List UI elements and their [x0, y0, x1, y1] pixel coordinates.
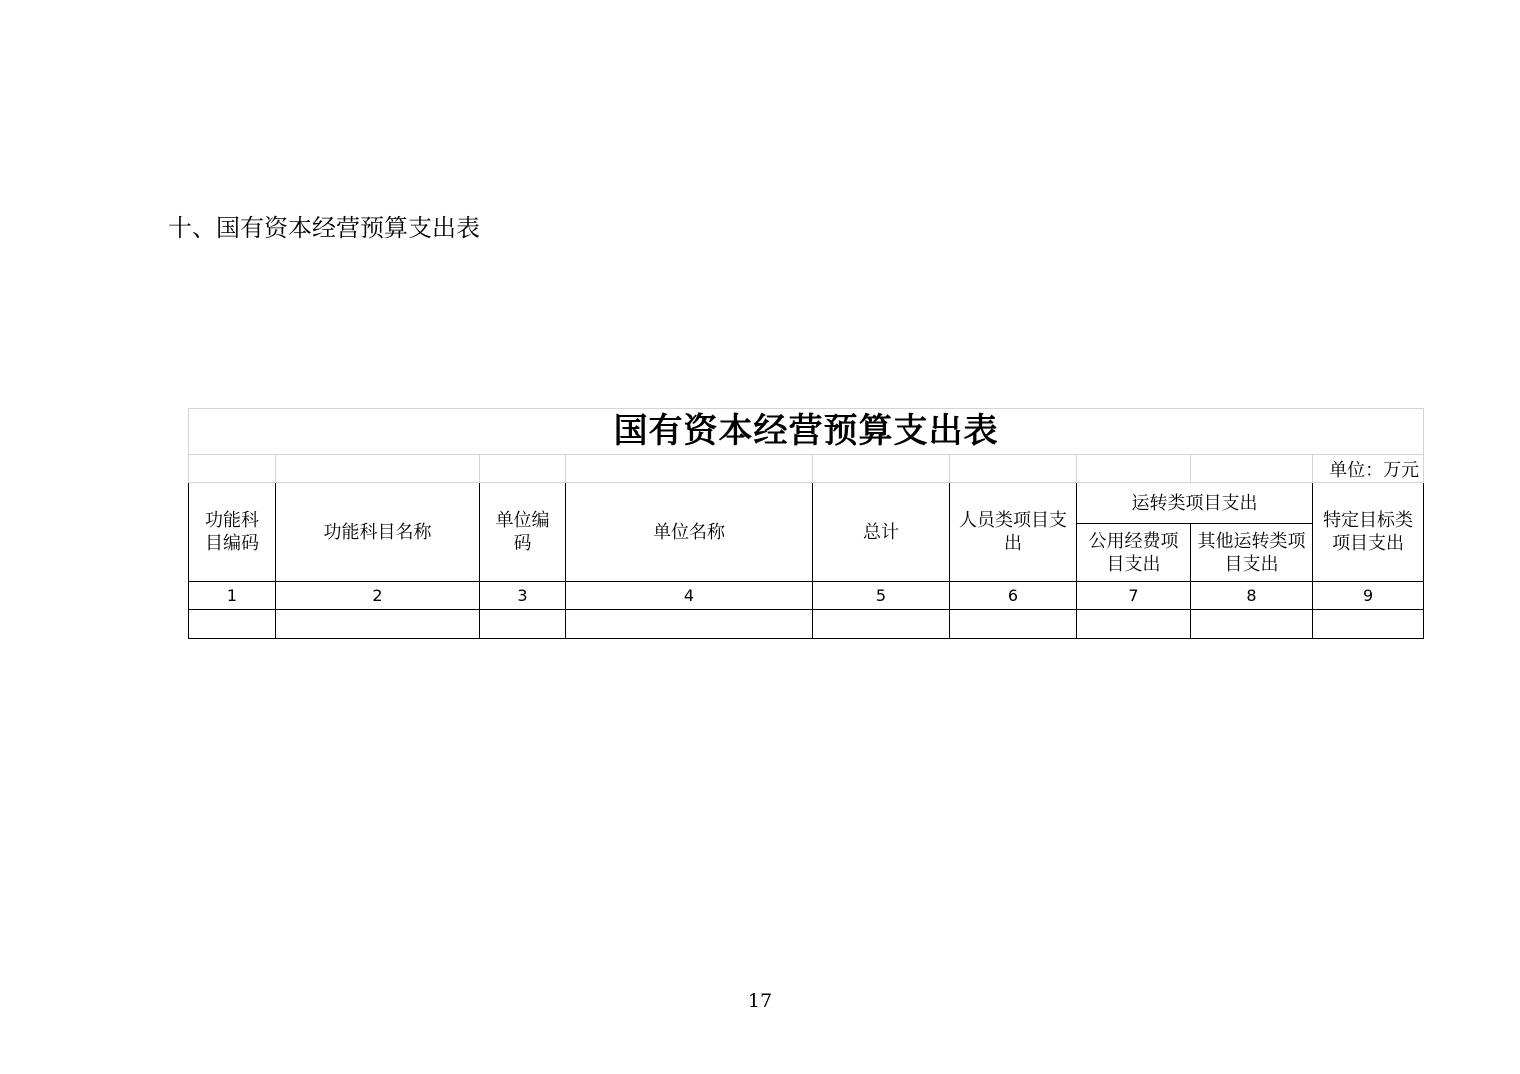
header-operating: 运转类项目支出 [1077, 483, 1313, 524]
header-specific-text: 特定目标类项目支出 [1323, 510, 1414, 554]
empty-cell [1077, 455, 1191, 483]
column-number: 3 [480, 582, 566, 610]
column-number: 9 [1313, 582, 1424, 610]
column-number: 7 [1077, 582, 1191, 610]
table-title-row [189, 409, 1424, 455]
header-public-expense [1077, 524, 1191, 582]
budget-expenditure-table [188, 408, 1424, 639]
unit-label: 单位：万元 [1313, 455, 1424, 483]
column-number: 2 [276, 582, 480, 610]
column-number: 1 [189, 582, 276, 610]
column-number: 6 [950, 582, 1077, 610]
table-row [189, 610, 1424, 639]
table-cell [950, 610, 1077, 639]
header-unit-code-text: 单位编码 [495, 510, 550, 554]
column-number: 5 [813, 582, 950, 610]
table-title: 国有资本经营预算支出表 [189, 409, 1424, 455]
table-cell [566, 610, 813, 639]
unit-row [189, 455, 1424, 483]
header-func-code [189, 483, 276, 582]
header-other-operating-text: 其他运转类项目支出 [1197, 530, 1306, 575]
header-public-expense-text: 公用经费项目支出 [1088, 530, 1179, 575]
header-func-name: 功能科目名称 [276, 483, 480, 582]
empty-cell [813, 455, 950, 483]
header-row-top [189, 483, 1424, 524]
table-cell [1191, 610, 1313, 639]
header-other-operating [1191, 524, 1313, 582]
empty-cell [189, 455, 276, 483]
empty-cell [1191, 455, 1313, 483]
empty-cell [566, 455, 813, 483]
table-cell [480, 610, 566, 639]
empty-cell [480, 455, 566, 483]
table-cell [189, 610, 276, 639]
empty-cell [950, 455, 1077, 483]
header-personnel [950, 483, 1077, 582]
header-func-code-text: 功能科目编码 [205, 510, 259, 554]
header-specific [1313, 483, 1424, 582]
empty-cell [276, 455, 480, 483]
column-number-row [189, 582, 1424, 610]
table-cell [276, 610, 480, 639]
column-number: 8 [1191, 582, 1313, 610]
page-number: 17 [747, 990, 773, 1012]
header-total: 总计 [813, 483, 950, 582]
header-personnel-text: 人员类项目支出 [959, 510, 1067, 554]
header-unit-code [480, 483, 566, 582]
table-cell [1077, 610, 1191, 639]
section-heading: 十、国有资本经营预算支出表 [168, 214, 480, 242]
table-cell [1313, 610, 1424, 639]
column-number: 4 [566, 582, 813, 610]
budget-table-container [188, 408, 1423, 639]
table-cell [813, 610, 950, 639]
header-unit-name: 单位名称 [566, 483, 813, 582]
